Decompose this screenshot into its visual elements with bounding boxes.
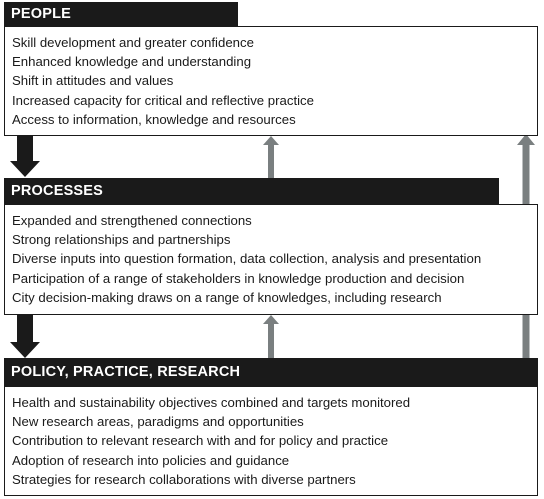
up-arrow-processes-to-people xyxy=(263,136,279,179)
list-item: Access to information, knowledge and resources xyxy=(12,111,296,127)
list-item: Adoption of research into policies and guidance xyxy=(12,452,290,468)
list-item: Strong relationships and partnerships xyxy=(12,232,231,248)
processes-list xyxy=(12,211,537,307)
policy-header xyxy=(4,358,538,386)
list-item: Expanded and strengthened connections xyxy=(12,213,252,228)
people-list xyxy=(12,33,537,129)
policy-box xyxy=(4,386,538,496)
people-header xyxy=(4,2,238,26)
processes-title: PROCESSES xyxy=(11,183,104,199)
people-title: PEOPLE xyxy=(11,6,72,22)
list-item: Participation of a range of stakeholders in knowledge production and decision xyxy=(12,270,465,286)
list-item: City decision-making draws on a range of knowledges, including research xyxy=(12,289,442,305)
down-arrow-processes-to-policy xyxy=(10,314,40,358)
list-item: New research areas, paradigms and opportunities xyxy=(12,414,304,430)
list-item: Health and sustainability objectives combined and targets monitored xyxy=(12,395,411,410)
list-item: Diverse inputs into question formation, data collection, analysis and presentation xyxy=(12,251,482,267)
list-item: Strategies for research collaborations with diverse partners xyxy=(12,471,356,487)
list-item: Shift in attitudes and values xyxy=(12,73,174,89)
list-item: Enhanced knowledge and understanding xyxy=(12,54,252,70)
list-item: Increased capacity for critical and reflective practice xyxy=(12,92,314,108)
up-arrow-policy-to-processes xyxy=(263,315,279,358)
processes-box xyxy=(4,204,538,315)
list-item: Contribution to relevant research with and for policy and practice xyxy=(12,433,389,449)
policy-list xyxy=(12,393,537,489)
down-arrow-people-to-processes xyxy=(10,135,40,177)
processes-header xyxy=(4,178,499,204)
policy-title: POLICY, PRACTICE, RESEARCH xyxy=(11,364,241,380)
list-item: Skill development and greater confidence xyxy=(12,35,254,50)
people-box xyxy=(4,26,538,136)
